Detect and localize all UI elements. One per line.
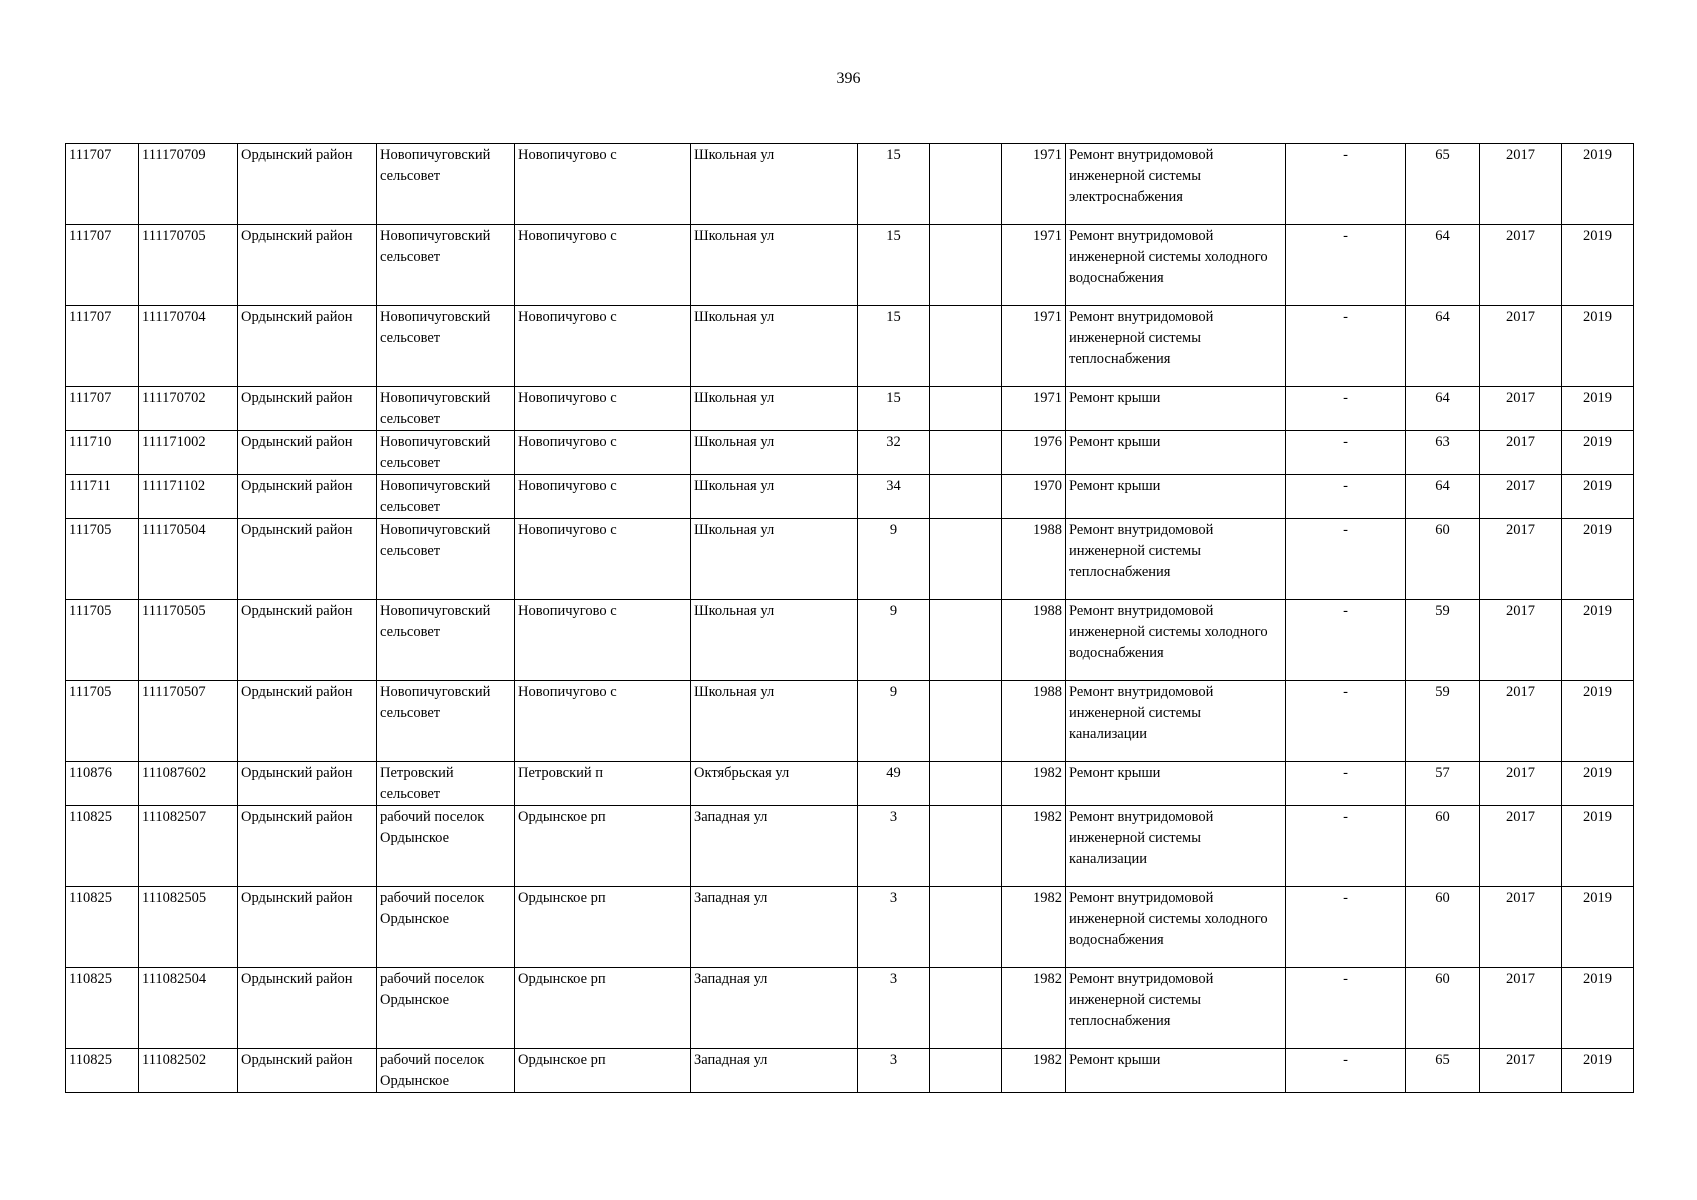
dash-cell: - (1286, 387, 1406, 431)
work-code-cell: 111082504 (139, 968, 238, 1049)
street-cell: Школьная ул (691, 431, 858, 475)
building-cell (930, 519, 1002, 600)
work-code-cell: 111170507 (139, 681, 238, 762)
house-number-cell: 3 (858, 806, 930, 887)
wear-percent-cell: 63 (1406, 431, 1480, 475)
start-year-cell: 2017 (1480, 225, 1562, 306)
work-type-cell: Ремонт внутридомовой инженерной системы холодного водоснабжения (1066, 600, 1286, 681)
building-cell (930, 306, 1002, 387)
end-year-cell: 2019 (1562, 144, 1634, 225)
house-number-cell: 3 (858, 887, 930, 968)
object-code-cell: 110825 (66, 968, 139, 1049)
table-row (66, 887, 1634, 968)
end-year-cell: 2019 (1562, 225, 1634, 306)
municipality-cell: Новопичуговский сельсовет (377, 387, 515, 431)
wear-percent-cell: 64 (1406, 475, 1480, 519)
street-cell: Школьная ул (691, 475, 858, 519)
wear-percent-cell: 64 (1406, 225, 1480, 306)
municipality-cell: рабочий поселок Ордынское (377, 806, 515, 887)
dash-cell: - (1286, 306, 1406, 387)
settlement-cell: Новопичугово с (515, 306, 691, 387)
street-cell: Школьная ул (691, 306, 858, 387)
page-number: 396 (836, 70, 861, 87)
district-cell: Ордынский район (238, 519, 377, 600)
object-code-cell: 111710 (66, 431, 139, 475)
wear-percent-cell: 60 (1406, 887, 1480, 968)
object-code-cell: 110825 (66, 887, 139, 968)
dash-cell: - (1286, 225, 1406, 306)
district-cell: Ордынский район (238, 431, 377, 475)
registry-table (65, 143, 1634, 1093)
end-year-cell: 2019 (1562, 600, 1634, 681)
work-type-cell: Ремонт крыши (1066, 387, 1286, 431)
settlement-cell: Новопичугово с (515, 475, 691, 519)
end-year-cell: 2019 (1562, 387, 1634, 431)
street-cell: Западная ул (691, 806, 858, 887)
settlement-cell: Новопичугово с (515, 431, 691, 475)
district-cell: Ордынский район (238, 144, 377, 225)
dash-cell: - (1286, 431, 1406, 475)
end-year-cell: 2019 (1562, 806, 1634, 887)
work-type-cell: Ремонт крыши (1066, 431, 1286, 475)
work-type-cell: Ремонт внутридомовой инженерной системы холодного водоснабжения (1066, 887, 1286, 968)
municipality-cell: рабочий поселок Ордынское (377, 1049, 515, 1093)
work-code-cell: 111170705 (139, 225, 238, 306)
district-cell: Ордынский район (238, 1049, 377, 1093)
table-row (66, 968, 1634, 1049)
year-built-cell: 1988 (1002, 600, 1066, 681)
wear-percent-cell: 59 (1406, 600, 1480, 681)
dash-cell: - (1286, 762, 1406, 806)
street-cell: Западная ул (691, 1049, 858, 1093)
work-code-cell: 111171102 (139, 475, 238, 519)
table-row (66, 431, 1634, 475)
year-built-cell: 1982 (1002, 1049, 1066, 1093)
municipality-cell: Новопичуговский сельсовет (377, 306, 515, 387)
work-code-cell: 111170704 (139, 306, 238, 387)
building-cell (930, 475, 1002, 519)
end-year-cell: 2019 (1562, 887, 1634, 968)
table-row (66, 519, 1634, 600)
object-code-cell: 110876 (66, 762, 139, 806)
object-code-cell: 111711 (66, 475, 139, 519)
wear-percent-cell: 60 (1406, 519, 1480, 600)
year-built-cell: 1976 (1002, 431, 1066, 475)
object-code-cell: 111707 (66, 387, 139, 431)
street-cell: Западная ул (691, 887, 858, 968)
wear-percent-cell: 64 (1406, 306, 1480, 387)
house-number-cell: 9 (858, 600, 930, 681)
work-type-cell: Ремонт внутридомовой инженерной системы канализации (1066, 681, 1286, 762)
start-year-cell: 2017 (1480, 806, 1562, 887)
settlement-cell: Ордынское рп (515, 806, 691, 887)
street-cell: Западная ул (691, 968, 858, 1049)
year-built-cell: 1970 (1002, 475, 1066, 519)
street-cell: Октябрьская ул (691, 762, 858, 806)
wear-percent-cell: 60 (1406, 968, 1480, 1049)
building-cell (930, 681, 1002, 762)
dash-cell: - (1286, 475, 1406, 519)
work-type-cell: Ремонт внутридомовой инженерной системы теплоснабжения (1066, 519, 1286, 600)
work-type-cell: Ремонт внутридомовой инженерной системы электроснабжения (1066, 144, 1286, 225)
building-cell (930, 225, 1002, 306)
object-code-cell: 111707 (66, 306, 139, 387)
start-year-cell: 2017 (1480, 968, 1562, 1049)
table-row (66, 1049, 1634, 1093)
municipality-cell: Новопичуговский сельсовет (377, 431, 515, 475)
work-type-cell: Ремонт крыши (1066, 475, 1286, 519)
object-code-cell: 110825 (66, 806, 139, 887)
settlement-cell: Новопичугово с (515, 144, 691, 225)
work-code-cell: 111082505 (139, 887, 238, 968)
house-number-cell: 32 (858, 431, 930, 475)
table-row (66, 600, 1634, 681)
year-built-cell: 1988 (1002, 519, 1066, 600)
district-cell: Ордынский район (238, 475, 377, 519)
street-cell: Школьная ул (691, 144, 858, 225)
house-number-cell: 15 (858, 387, 930, 431)
object-code-cell: 111705 (66, 681, 139, 762)
work-code-cell: 111082507 (139, 806, 238, 887)
year-built-cell: 1971 (1002, 225, 1066, 306)
work-code-cell: 111082502 (139, 1049, 238, 1093)
municipality-cell: Новопичуговский сельсовет (377, 519, 515, 600)
house-number-cell: 34 (858, 475, 930, 519)
building-cell (930, 968, 1002, 1049)
work-type-cell: Ремонт крыши (1066, 762, 1286, 806)
settlement-cell: Ордынское рп (515, 968, 691, 1049)
work-type-cell: Ремонт внутридомовой инженерной системы теплоснабжения (1066, 306, 1286, 387)
start-year-cell: 2017 (1480, 387, 1562, 431)
start-year-cell: 2017 (1480, 887, 1562, 968)
work-code-cell: 111170702 (139, 387, 238, 431)
dash-cell: - (1286, 600, 1406, 681)
municipality-cell: Новопичуговский сельсовет (377, 144, 515, 225)
table-row (66, 387, 1634, 431)
wear-percent-cell: 65 (1406, 1049, 1480, 1093)
dash-cell: - (1286, 968, 1406, 1049)
table-row (66, 681, 1634, 762)
end-year-cell: 2019 (1562, 968, 1634, 1049)
work-type-cell: Ремонт внутридомовой инженерной системы теплоснабжения (1066, 968, 1286, 1049)
wear-percent-cell: 59 (1406, 681, 1480, 762)
work-type-cell: Ремонт крыши (1066, 1049, 1286, 1093)
building-cell (930, 762, 1002, 806)
wear-percent-cell: 64 (1406, 387, 1480, 431)
settlement-cell: Ордынское рп (515, 887, 691, 968)
end-year-cell: 2019 (1562, 681, 1634, 762)
street-cell: Школьная ул (691, 519, 858, 600)
start-year-cell: 2017 (1480, 144, 1562, 225)
year-built-cell: 1982 (1002, 968, 1066, 1049)
house-number-cell: 49 (858, 762, 930, 806)
table-row (66, 762, 1634, 806)
start-year-cell: 2017 (1480, 1049, 1562, 1093)
object-code-cell: 111705 (66, 600, 139, 681)
start-year-cell: 2017 (1480, 431, 1562, 475)
building-cell (930, 387, 1002, 431)
table-row (66, 225, 1634, 306)
end-year-cell: 2019 (1562, 431, 1634, 475)
district-cell: Ордынский район (238, 762, 377, 806)
settlement-cell: Новопичугово с (515, 519, 691, 600)
house-number-cell: 15 (858, 144, 930, 225)
district-cell: Ордынский район (238, 681, 377, 762)
municipality-cell: Новопичуговский сельсовет (377, 681, 515, 762)
work-code-cell: 111087602 (139, 762, 238, 806)
dash-cell: - (1286, 806, 1406, 887)
dash-cell: - (1286, 519, 1406, 600)
wear-percent-cell: 57 (1406, 762, 1480, 806)
municipality-cell: рабочий поселок Ордынское (377, 887, 515, 968)
object-code-cell: 111707 (66, 225, 139, 306)
settlement-cell: Новопичугово с (515, 225, 691, 306)
start-year-cell: 2017 (1480, 306, 1562, 387)
wear-percent-cell: 60 (1406, 806, 1480, 887)
work-code-cell: 111170709 (139, 144, 238, 225)
street-cell: Школьная ул (691, 681, 858, 762)
house-number-cell: 9 (858, 519, 930, 600)
table-row (66, 475, 1634, 519)
district-cell: Ордынский район (238, 806, 377, 887)
house-number-cell: 9 (858, 681, 930, 762)
district-cell: Ордынский район (238, 968, 377, 1049)
start-year-cell: 2017 (1480, 681, 1562, 762)
district-cell: Ордынский район (238, 225, 377, 306)
wear-percent-cell: 65 (1406, 144, 1480, 225)
house-number-cell: 3 (858, 968, 930, 1049)
end-year-cell: 2019 (1562, 762, 1634, 806)
building-cell (930, 806, 1002, 887)
year-built-cell: 1971 (1002, 144, 1066, 225)
work-type-cell: Ремонт внутридомовой инженерной системы канализации (1066, 806, 1286, 887)
object-code-cell: 111705 (66, 519, 139, 600)
building-cell (930, 1049, 1002, 1093)
street-cell: Школьная ул (691, 225, 858, 306)
house-number-cell: 3 (858, 1049, 930, 1093)
municipality-cell: Новопичуговский сельсовет (377, 475, 515, 519)
work-type-cell: Ремонт внутридомовой инженерной системы холодного водоснабжения (1066, 225, 1286, 306)
house-number-cell: 15 (858, 306, 930, 387)
settlement-cell: Новопичугово с (515, 600, 691, 681)
dash-cell: - (1286, 1049, 1406, 1093)
district-cell: Ордынский район (238, 600, 377, 681)
building-cell (930, 600, 1002, 681)
municipality-cell: Петровский сельсовет (377, 762, 515, 806)
end-year-cell: 2019 (1562, 519, 1634, 600)
settlement-cell: Новопичугово с (515, 681, 691, 762)
municipality-cell: Новопичуговский сельсовет (377, 600, 515, 681)
end-year-cell: 2019 (1562, 1049, 1634, 1093)
year-built-cell: 1982 (1002, 762, 1066, 806)
start-year-cell: 2017 (1480, 519, 1562, 600)
house-number-cell: 15 (858, 225, 930, 306)
start-year-cell: 2017 (1480, 600, 1562, 681)
year-built-cell: 1971 (1002, 306, 1066, 387)
object-code-cell: 111707 (66, 144, 139, 225)
municipality-cell: Новопичуговский сельсовет (377, 225, 515, 306)
table-row (66, 306, 1634, 387)
building-cell (930, 144, 1002, 225)
start-year-cell: 2017 (1480, 475, 1562, 519)
year-built-cell: 1982 (1002, 806, 1066, 887)
building-cell (930, 431, 1002, 475)
district-cell: Ордынский район (238, 887, 377, 968)
settlement-cell: Петровский п (515, 762, 691, 806)
building-cell (930, 887, 1002, 968)
street-cell: Школьная ул (691, 387, 858, 431)
district-cell: Ордынский район (238, 387, 377, 431)
work-code-cell: 111171002 (139, 431, 238, 475)
table-row (66, 806, 1634, 887)
municipality-cell: рабочий поселок Ордынское (377, 968, 515, 1049)
work-code-cell: 111170505 (139, 600, 238, 681)
settlement-cell: Ордынское рп (515, 1049, 691, 1093)
table-body (66, 144, 1634, 1093)
district-cell: Ордынский район (238, 306, 377, 387)
object-code-cell: 110825 (66, 1049, 139, 1093)
settlement-cell: Новопичугово с (515, 387, 691, 431)
dash-cell: - (1286, 144, 1406, 225)
end-year-cell: 2019 (1562, 475, 1634, 519)
work-code-cell: 111170504 (139, 519, 238, 600)
dash-cell: - (1286, 681, 1406, 762)
year-built-cell: 1971 (1002, 387, 1066, 431)
street-cell: Школьная ул (691, 600, 858, 681)
end-year-cell: 2019 (1562, 306, 1634, 387)
year-built-cell: 1988 (1002, 681, 1066, 762)
start-year-cell: 2017 (1480, 762, 1562, 806)
dash-cell: - (1286, 887, 1406, 968)
year-built-cell: 1982 (1002, 887, 1066, 968)
table-row (66, 144, 1634, 225)
